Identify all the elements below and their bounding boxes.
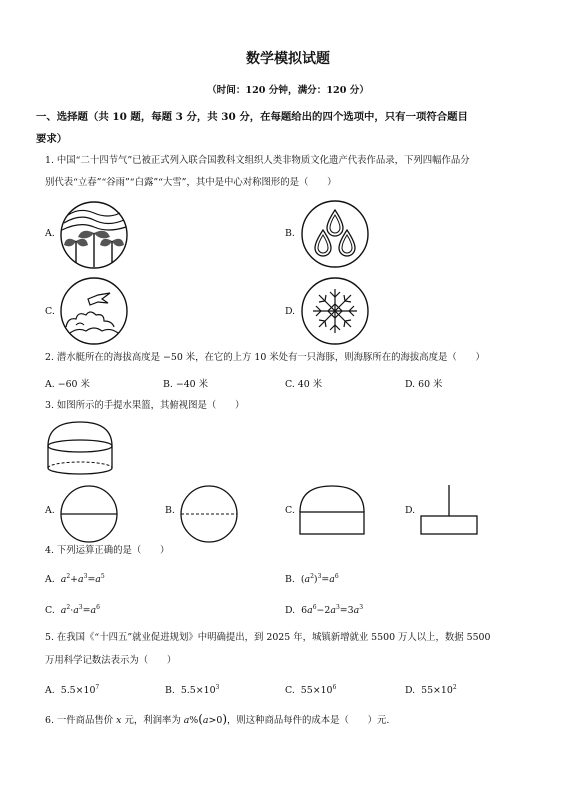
q3-option-b-figure (178, 483, 240, 545)
q2-option-d: D. 60 米 (405, 379, 443, 390)
q4-text: 4. 下列运算正确的是（ ） (45, 545, 170, 556)
q5-option-b: B. $5.5\times 10^3$ (165, 684, 220, 696)
q4-option-c: C. $a^2\cdot a^3=a^6$ (45, 604, 100, 616)
q5-text-cont: 万用科学记数法表示为（ ） (45, 655, 177, 666)
q2-option-c: C. 40 米 (285, 379, 323, 390)
q3-option-d-label: D. (405, 505, 416, 516)
q5-option-b-label: B. (165, 685, 175, 696)
page-title: 数学模拟试题 (246, 51, 330, 67)
q2-option-a: A. −60 米 (45, 379, 90, 390)
q1-bailu-figure (58, 275, 130, 347)
q5-option-c: C. $55\times 10^6$ (285, 684, 337, 696)
q1-text-cont: 别代表“立春”“谷雨”“白露”“大雪”，其中是中心对称图形的是（ ） (45, 177, 337, 188)
q2-text: 2. 潜水艇所在的海拔高度是 −50 米，在它的上方 10 米处有一只海豚，则海豚所在的海拔高度是（ ） (45, 352, 485, 363)
q4-option-a-label: A. (45, 574, 55, 585)
q4-option-d-label: D. (285, 605, 296, 616)
q1-option-b-label: B. (285, 228, 295, 239)
q6-text-prefix: 6. 一件商品售价 (45, 715, 114, 726)
exam-info: （时间：120 分钟，满分：120 分） (207, 85, 369, 96)
q5-option-c-label: C. (285, 685, 295, 696)
q4-option-c-label: C. (45, 605, 55, 616)
q3-option-c-label: C. (285, 505, 295, 516)
q3-option-a-label: A. (45, 505, 55, 516)
q3-text: 3. 如图所示的手提水果篮，其俯视图是（ ） (45, 400, 245, 411)
q3-option-c-figure (297, 482, 367, 538)
section-heading: 一、选择题（共 10 题，每题 3 分，共 30 分，在每题给出的四个选项中，只有一项符合题目 (36, 111, 468, 123)
q4-option-b-label: B. (285, 574, 295, 585)
section-heading-cont: 要求） (36, 133, 68, 145)
q1-option-a-label: A. (45, 228, 55, 239)
q5-option-a: A. $5.5\times 10^7$ (45, 684, 100, 696)
q4-option-a: A. $a^2+a^3=a^5$ (45, 573, 105, 585)
q3-basket-figure (44, 420, 116, 478)
q1-option-c-label: C. (45, 306, 55, 317)
q5-option-d: D. $55\times 10^2$ (405, 684, 457, 696)
q3-option-a-figure (58, 483, 120, 545)
q1-daxue-figure (299, 275, 371, 347)
q6-text-suffix: ，则这种商品每件的成本是（ ）元. (227, 715, 390, 726)
q3-option-b-label: B. (165, 505, 175, 516)
q1-guyu-figure (299, 198, 371, 270)
q4-option-b: B. $(a^2)^3=a^6$ (285, 573, 339, 585)
q5-option-d-label: D. (405, 685, 416, 696)
q6-text: 6. 一件商品售价 x 元，利润率为 a%(a>0)，则这种商品每件的成本是（ ）元. (45, 712, 390, 726)
q4-option-d: D. $6a^6-2a^3=3a^3$ (285, 604, 364, 616)
q1-lichun-figure (58, 199, 130, 271)
q3-option-d-figure (418, 482, 480, 538)
q5-option-a-label: A. (45, 685, 55, 696)
q1-option-d-label: D. (285, 306, 296, 317)
q1-text: 1. 中国“二十四节气”已被正式列入联合国教科文组织人类非物质文化遗产代表作品录，下列四幅作品分 (45, 155, 470, 166)
q6-text-mid: 元，利润率为 (124, 715, 181, 726)
q5-text: 5. 在我国《“十四五”就业促进规划》中明确提出，到 2025 年，城镇新增就业 5500 万人以上，数据 5500 (45, 632, 491, 643)
q2-option-b: B. −40 米 (163, 379, 208, 390)
